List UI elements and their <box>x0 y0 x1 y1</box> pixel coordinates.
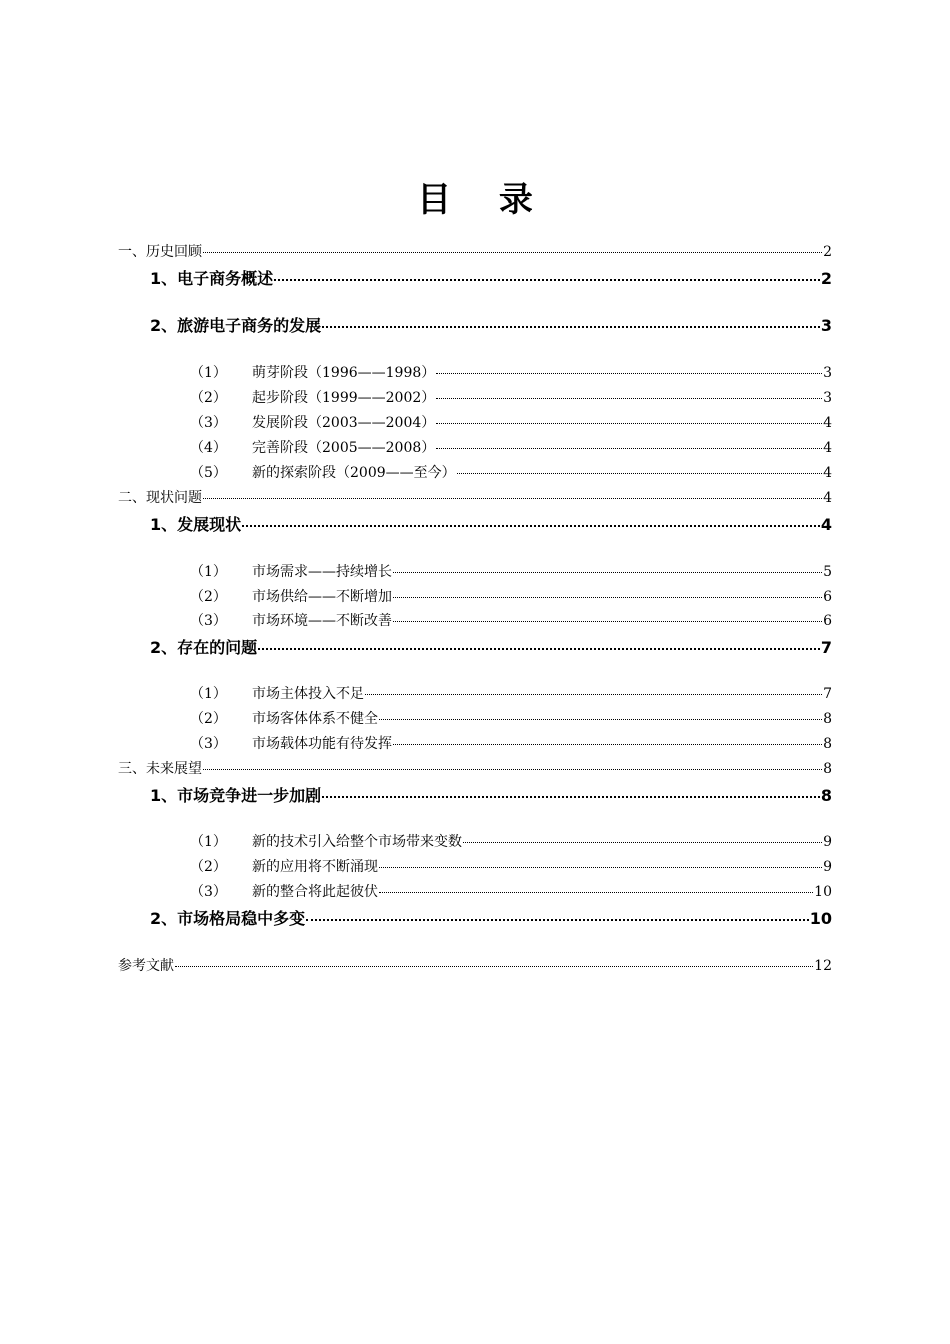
toc-entry-text: 市场载体功能有待发挥 <box>252 736 392 752</box>
dot-leader <box>436 423 822 424</box>
toc-entry-text: 2、市场格局稳中多变 <box>150 909 306 928</box>
dot-leader <box>242 525 820 527</box>
toc-entry-page-number: 6 <box>823 613 832 629</box>
toc-entry-number: （2） <box>190 859 227 875</box>
toc-entry-label <box>190 733 392 753</box>
toc-entry[interactable] <box>118 487 832 507</box>
toc-entry[interactable] <box>190 733 832 753</box>
toc-entry-page-number: 3 <box>820 316 832 335</box>
toc-entry-text: 2、旅游电子商务的发展 <box>150 316 322 335</box>
dot-leader <box>306 919 809 921</box>
toc-entry-text: 市场环境——不断改善 <box>252 613 392 629</box>
toc-entry-text: 二、现状问题 <box>118 490 202 506</box>
toc-entry-page-number: 4 <box>823 415 832 431</box>
dot-leader <box>274 279 820 281</box>
toc-entry[interactable] <box>190 831 832 851</box>
toc-entry-label <box>190 561 392 581</box>
toc-entry-label <box>118 487 202 507</box>
toc-entry-text: 1、市场竞争进一步加剧 <box>150 786 322 805</box>
toc-entry-text: 三、未来展望 <box>118 761 202 777</box>
toc-entry-label <box>190 462 456 482</box>
toc-entry-page-number: 8 <box>820 786 832 805</box>
toc-entry[interactable] <box>150 512 832 535</box>
toc-entry-page-number: 4 <box>823 440 832 456</box>
toc-entry-number: （5） <box>190 465 227 481</box>
dot-leader <box>463 842 822 843</box>
dot-leader <box>457 473 822 474</box>
toc-entry-label <box>190 856 378 876</box>
toc-entry[interactable] <box>118 758 832 778</box>
toc-entry-page-number: 3 <box>823 390 832 406</box>
toc-entry-number: （1） <box>190 564 227 580</box>
toc-entry-text: 新的技术引入给整个市场带来变数 <box>252 834 462 850</box>
dot-leader <box>203 498 822 499</box>
toc-entry-text: 参考文献 <box>118 958 174 974</box>
dot-leader <box>436 448 822 449</box>
toc-entry-label <box>118 955 174 975</box>
toc-entry-text: 发展阶段（2003——2004） <box>252 415 436 431</box>
dot-leader <box>379 719 822 720</box>
toc-entry-label <box>190 437 435 457</box>
toc-entry-number: （2） <box>190 390 227 406</box>
toc-entry-number: （3） <box>190 736 227 752</box>
toc-entry-page-number: 7 <box>820 638 832 657</box>
toc-entry[interactable] <box>150 635 832 658</box>
toc-entry-label <box>150 906 305 929</box>
toc-entry-page-number: 6 <box>823 589 832 605</box>
dot-leader <box>175 966 813 967</box>
toc-entry[interactable] <box>190 412 832 432</box>
toc-entry-text: 萌芽阶段（1996——1998） <box>252 365 436 381</box>
toc-entry[interactable] <box>150 266 832 289</box>
toc-entry-label <box>150 783 321 806</box>
toc-entry-page-number: 4 <box>823 465 832 481</box>
toc-entry-text: 新的应用将不断涌现 <box>252 859 378 875</box>
toc-entry-number: （2） <box>190 711 227 727</box>
toc-entry[interactable] <box>190 362 832 382</box>
dot-leader <box>379 867 822 868</box>
toc-entry-number: （1） <box>190 365 227 381</box>
dot-leader <box>203 252 822 253</box>
dot-leader <box>436 398 822 399</box>
toc-entry-page-number: 3 <box>823 365 832 381</box>
toc-entry-label <box>190 831 462 851</box>
toc-entry-label <box>190 412 435 432</box>
dot-leader <box>436 373 822 374</box>
toc-entry-label <box>150 635 257 658</box>
toc-entry-page-number: 4 <box>823 490 832 506</box>
toc-entry-label <box>118 758 202 778</box>
toc-entry-page-number: 2 <box>823 244 832 260</box>
dot-leader <box>393 744 822 745</box>
toc-entry-page-number: 4 <box>820 515 832 534</box>
toc-entry-page-number: 10 <box>814 884 832 900</box>
toc-entry[interactable] <box>190 610 832 630</box>
toc-entry-page-number: 9 <box>823 834 832 850</box>
toc-entry-number: （3） <box>190 415 227 431</box>
toc-entry-page-number: 8 <box>823 711 832 727</box>
toc-entry-number: （4） <box>190 440 227 456</box>
toc-entry-text: 新的探索阶段（2009——至今） <box>252 465 456 481</box>
toc-entry-label <box>150 512 241 535</box>
toc-entry-text: 市场主体投入不足 <box>252 686 364 702</box>
dot-leader <box>258 648 820 650</box>
toc-entry-page-number: 5 <box>823 564 832 580</box>
toc-entry-label <box>190 683 364 703</box>
dot-leader <box>379 892 813 893</box>
dot-leader <box>322 796 820 798</box>
toc-entry[interactable] <box>190 437 832 457</box>
toc-entry[interactable] <box>190 708 832 728</box>
toc-entry-label <box>150 313 321 336</box>
toc-title: 目 录 <box>417 180 551 220</box>
toc-entry-text: 一、历史回顾 <box>118 244 202 260</box>
toc-entry-text: 1、电子商务概述 <box>150 269 274 288</box>
toc-entry-text: 1、发展现状 <box>150 515 242 534</box>
toc-entry[interactable] <box>190 586 832 606</box>
toc-entry-label <box>190 610 392 630</box>
toc-entry[interactable] <box>150 783 832 806</box>
toc-entry-label <box>190 708 378 728</box>
toc-entry-number: （3） <box>190 884 227 900</box>
toc-entry-number: （1） <box>190 834 227 850</box>
toc-entry-page-number: 7 <box>823 686 832 702</box>
toc-entry[interactable] <box>150 906 832 929</box>
toc-entry-label <box>190 362 435 382</box>
toc-entry[interactable] <box>118 955 832 975</box>
toc-entry[interactable] <box>190 561 832 581</box>
toc-entry[interactable] <box>150 313 832 336</box>
dot-leader <box>365 694 822 695</box>
toc-entry[interactable] <box>190 683 832 703</box>
toc-entry-label <box>150 266 273 289</box>
toc-entry-label <box>190 586 392 606</box>
toc-entry-number: （3） <box>190 613 227 629</box>
toc-entry-page-number: 8 <box>823 736 832 752</box>
toc-entry-page-number: 10 <box>809 909 832 928</box>
toc-entry-label <box>118 241 202 261</box>
dot-leader <box>393 597 822 598</box>
toc-entry-text: 2、存在的问题 <box>150 638 258 657</box>
toc-entry-text: 完善阶段（2005——2008） <box>252 440 436 456</box>
toc-entry-text: 起步阶段（1999——2002） <box>252 390 436 406</box>
toc-entry[interactable] <box>190 387 832 407</box>
toc-entry-label <box>190 881 378 901</box>
toc-entry[interactable] <box>118 241 832 261</box>
toc-entry-text: 市场需求——持续增长 <box>252 564 392 580</box>
dot-leader <box>393 572 822 573</box>
toc-entry-page-number: 12 <box>814 958 832 974</box>
toc-entry-text: 新的整合将此起彼伏 <box>252 884 378 900</box>
toc-entry-number: （1） <box>190 686 227 702</box>
dot-leader <box>393 621 822 622</box>
toc-entry[interactable] <box>190 881 832 901</box>
dot-leader <box>203 769 822 770</box>
toc-entry-number: （2） <box>190 589 227 605</box>
toc-entry-page-number: 8 <box>823 761 832 777</box>
toc-entry-label <box>190 387 435 407</box>
toc-entry-text: 市场供给——不断增加 <box>252 589 392 605</box>
toc-entry-page-number: 2 <box>820 269 832 288</box>
toc-entry[interactable] <box>190 856 832 876</box>
toc-entry-page-number: 9 <box>823 859 832 875</box>
toc-entry-text: 市场客体体系不健全 <box>252 711 378 727</box>
toc-entry[interactable] <box>190 462 832 482</box>
dot-leader <box>322 326 820 328</box>
